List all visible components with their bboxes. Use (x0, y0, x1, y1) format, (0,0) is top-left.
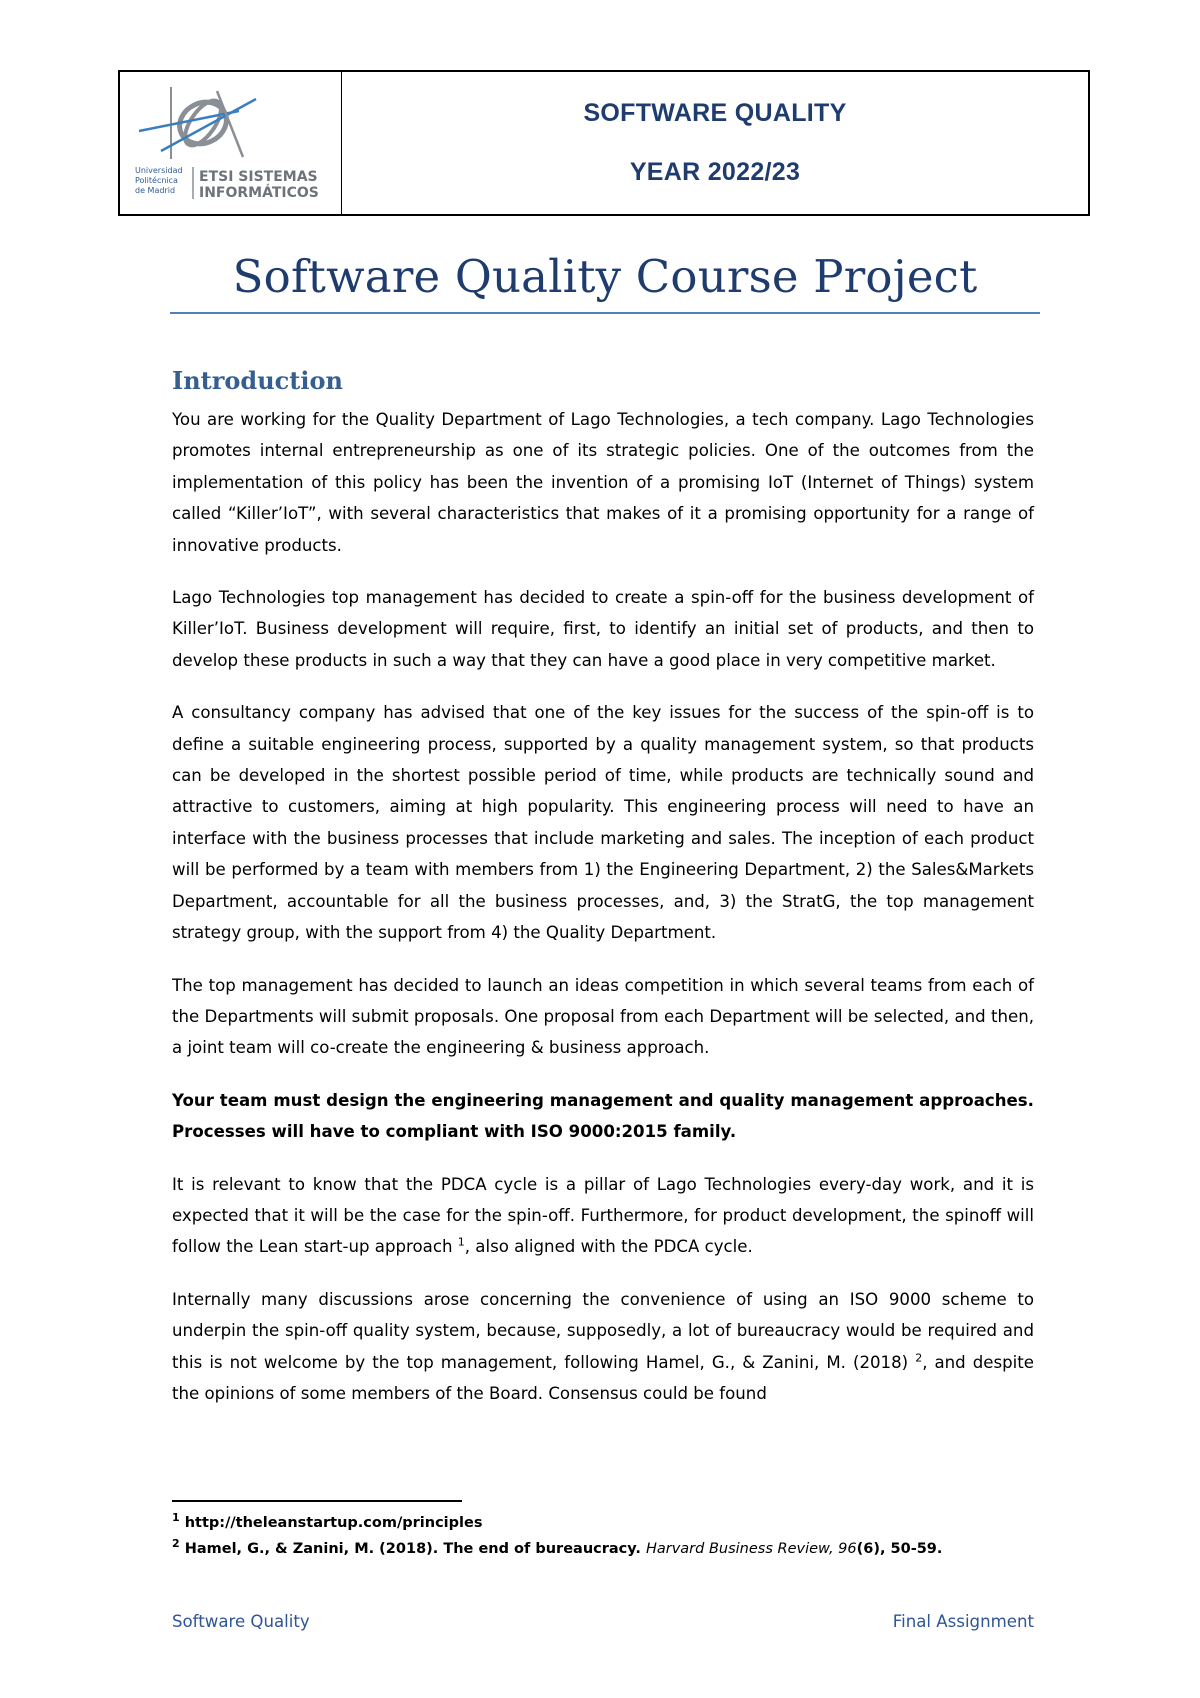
body-text (172, 404, 1034, 1430)
footnote-ref-2: 2 (915, 1351, 923, 1365)
footnote-2-sep: , (828, 1541, 839, 1557)
paragraph-7-text-a: Internally many discussions arose concerning the convenience of using an ISO 9000 scheme to underpin the spin-off quality system, because, supposedly, a lot of bureaucracy would be required and this is not welcome by the top management, following Hamel, G., & Zanini, M. (2018) (172, 1289, 1034, 1372)
footnote-2 (172, 1536, 1034, 1562)
paragraph-2: Lago Technologies top management has decided to create a spin-off for the business development of Killer’IoT. Business development will require, first, to identify an initial set of products, and then to develop these products in such a way that they can have a good place in very competitive market. (172, 588, 1034, 670)
footnote-1-link[interactable]: http://theleanstartup.com/principles (179, 1515, 483, 1531)
footnote-2-number: 2 (172, 1537, 180, 1551)
footer-right: Final Assignment (892, 1612, 1034, 1631)
paragraph-3: A consultancy company has advised that one of the key issues for the success of the spin-off is to define a suitable engineering process, supported by a quality management system, so that products can be developed in the shortest possible period of time, while products are technically sound and attractive to customers, aiming at high popularity. This engineering process will need to have an interface with the business processes that include marketing and sales. The inception of each product will be performed by a team with members from 1) the Engineering Department, 2) the Sales&Markets Department, accountable for all the business processes, and, 3) the StratG, the top management strategy group, with the support from 4) the Quality Department. (172, 703, 1034, 943)
footnote-1 (172, 1510, 1034, 1536)
paragraph-4: The top management has decided to launch an ideas competition in which several teams from each of the Departments will submit proposals. One proposal from each Department will be selected, and then, a joint team will co-create the engineering & business approach. (172, 975, 1034, 1058)
footnote-2-text-a: Hamel, G., & Zanini, M. (2018). The end of bureaucracy. (179, 1541, 646, 1557)
footnote-separator (172, 1500, 462, 1502)
paragraph-1: You are working for the Quality Department of Lago Technologies, a tech company. Lago Technologies promotes internal entrepreneurship as one of its strategic policies. One of the outcomes from the implementation of this policy has been the invention of a promising IoT (Internet of Things) system called “Killer’IoT”, with several characteristics that makes of it a promising opportunity for a range of innovative products. (172, 410, 1034, 555)
footnote-ref-1: 1 (457, 1235, 465, 1249)
upm-etsi-logo (131, 81, 331, 205)
section-heading-introduction: Introduction (172, 366, 343, 395)
university-logo (120, 72, 342, 214)
logo-etsi-line1: ETSI SISTEMAS (198, 169, 318, 185)
document-title: Software Quality Course Project (232, 250, 978, 303)
page-footer (172, 1612, 1034, 1631)
paragraph-6-text-b: , also aligned with the PDCA cycle. (464, 1237, 753, 1257)
paragraph-6-text-a: It is relevant to know that the PDCA cycle is a pillar of Lago Technologies every-day work, and it is expected that it will be the case for the spin-off. Furthermore, for product development, the spinoff will follow the Lean start-up approach (172, 1174, 1034, 1257)
course-year: YEAR 2022/23 (629, 158, 801, 186)
footnote-2-volume: 96 (838, 1541, 857, 1557)
logo-university-line3: de Madrid (134, 186, 175, 195)
footer-left: Software Quality (172, 1612, 310, 1631)
course-name: SOFTWARE QUALITY (583, 99, 847, 127)
paragraph-5-bold: Your team must design the engineering management and quality management approaches. Processes will have to compliant with ISO 9000:2015 family. (172, 1090, 1034, 1142)
paragraph-7 (172, 1284, 1034, 1410)
header-box (118, 70, 1090, 216)
paragraph-6 (172, 1169, 1034, 1263)
header-title-cell (342, 72, 1088, 214)
logo-university-line2: Politécnica (134, 176, 178, 185)
footnote-1-number: 1 (172, 1511, 180, 1525)
logo-etsi-line2: INFORMÁTICOS (198, 185, 319, 201)
footnote-2-journal: Harvard Business Review (645, 1541, 829, 1557)
footnote-2-text-b: (6), 50-59. (856, 1541, 943, 1557)
footnotes (172, 1510, 1034, 1562)
title-underline (170, 312, 1040, 314)
logo-university-line1: Universidad (134, 166, 183, 175)
paragraph-7-text-b: , and despite the opinions of some members of the Board. Consensus could be found (172, 1352, 1034, 1403)
